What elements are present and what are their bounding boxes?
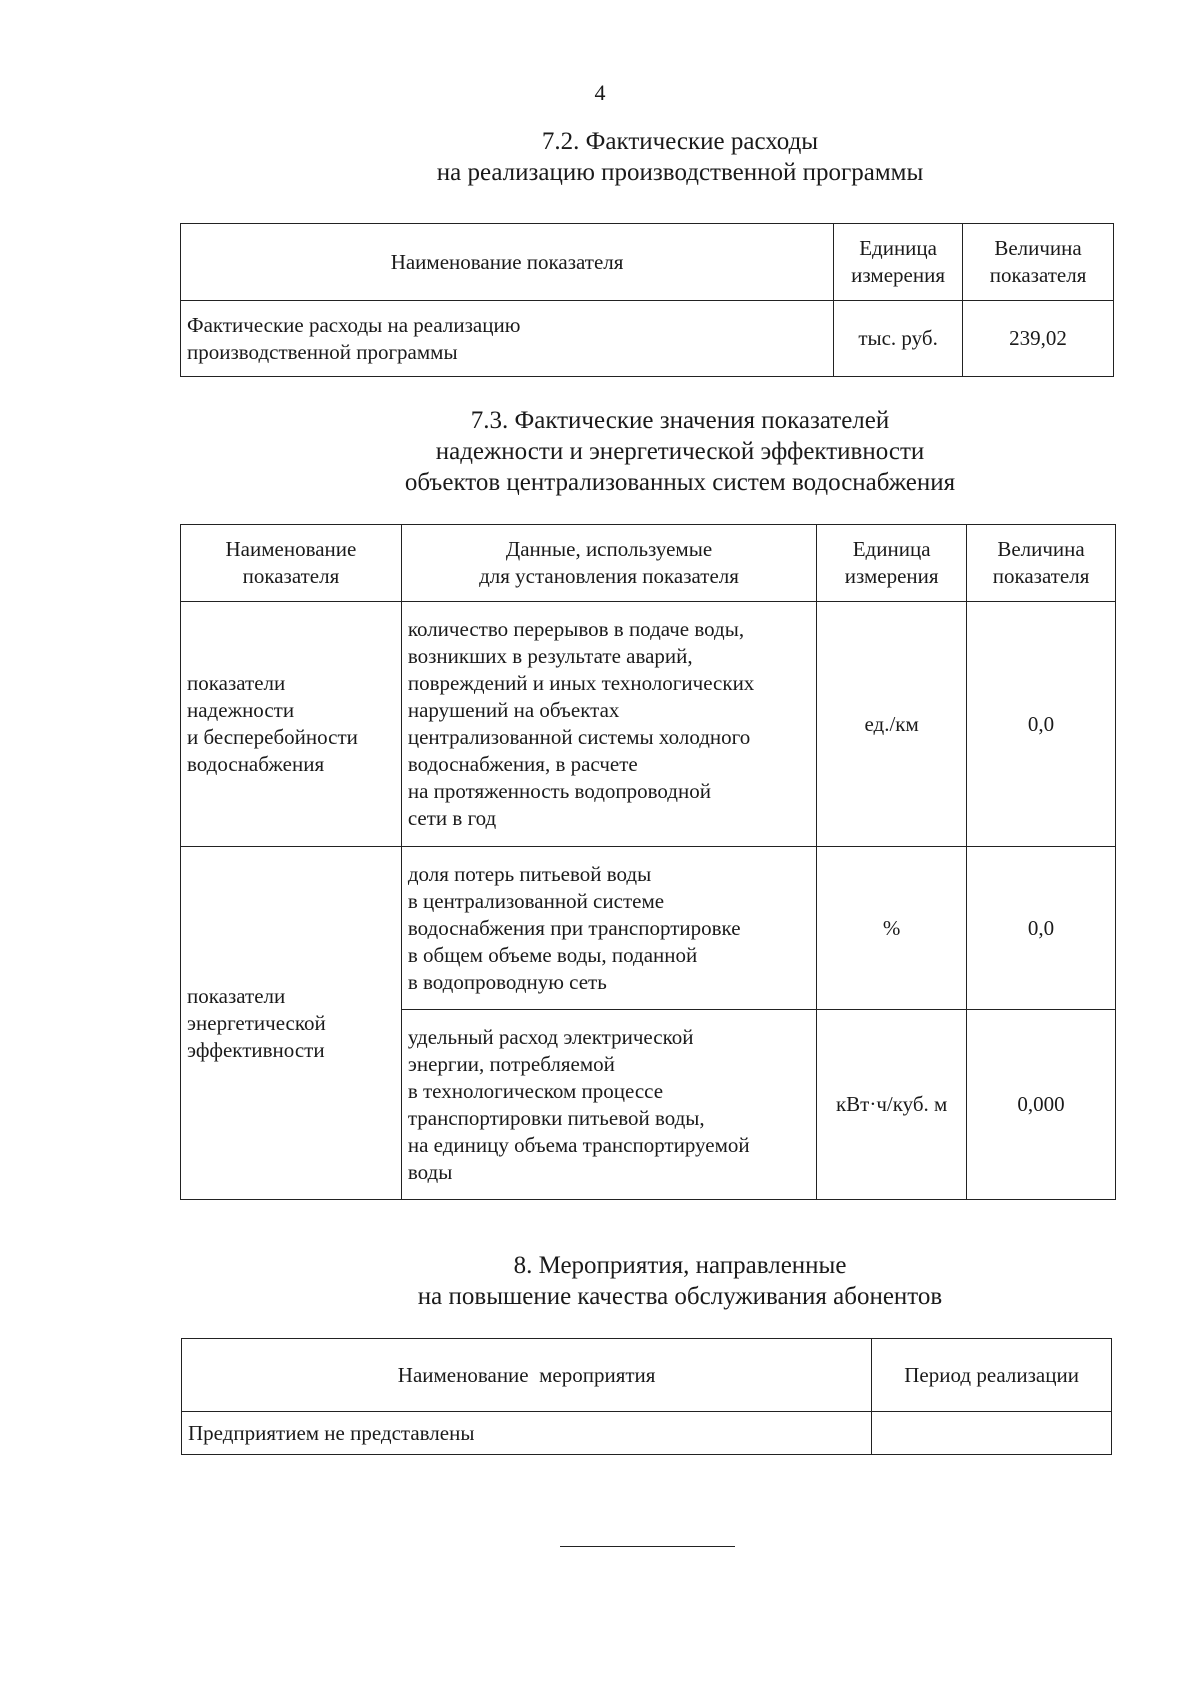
table-row	[181, 847, 1116, 1010]
table-7-3-electricity-unit: кВт·ч/куб. м	[817, 1010, 967, 1200]
table-7-2	[180, 223, 1114, 377]
table-7-2-row-unit: тыс. руб.	[834, 301, 963, 377]
section-7-3-title-line2: надежности и энергетической эффективности	[435, 438, 925, 465]
table-7-2-row-name: Фактические расходы на реализацию производственной программы	[181, 301, 834, 377]
section-7-2-title-line2: на реализацию производственной программы	[436, 159, 924, 186]
table-7-3-reliability-unit: ед./км	[817, 602, 967, 847]
section-7-2-title	[180, 126, 1180, 188]
table-7-2-row-value: 239,02	[963, 301, 1114, 377]
section-7-2-title-line1: 7.2. Фактические расходы	[541, 128, 819, 155]
table-7-2-header-value: Величина показателя	[963, 224, 1114, 301]
table-8-header-period: Период реализации	[872, 1339, 1112, 1412]
page-number: 4	[594, 80, 606, 105]
table-7-3-group-reliability-name: показатели надежности и бесперебойности водоснабжения	[181, 602, 402, 847]
table-7-3-header-unit: Единица измерения	[817, 525, 967, 602]
section-8-title-line2: на повышение качества обслуживания абонентов	[417, 1283, 943, 1310]
table-7-3-electricity-value: 0,000	[967, 1010, 1116, 1200]
section-7-3-title	[180, 405, 1180, 498]
section-8-title	[180, 1250, 1180, 1312]
table-7-3-reliability-value: 0,0	[967, 602, 1116, 847]
table-row	[181, 301, 1114, 377]
table-7-3-reliability-data: количество перерывов в подаче воды, возникших в результате аварий, повреждений и иных технологических нарушений на объектах централизованной системы холодного водоснабжения, в расчете на протяженность водопроводной сети в год	[401, 602, 816, 847]
table-7-3-group-energy-name: показатели энергетической эффективности	[181, 847, 402, 1200]
table-row	[181, 602, 1116, 847]
section-7-3-title-line3: объектов централизованных систем водоснабжения	[404, 469, 956, 496]
table-7-3-losses-data: доля потерь питьевой воды в централизованной системе водоснабжения при транспортировке в общем объеме воды, поданной в водопроводную сеть	[401, 847, 816, 1010]
table-7-3-losses-unit: %	[817, 847, 967, 1010]
table-7-3-header-data: Данные, используемые для установления показателя	[401, 525, 816, 602]
table-7-3-header-value: Величина показателя	[967, 525, 1116, 602]
table-8-header-name: Наименование мероприятия	[182, 1339, 872, 1412]
table-8-row-period	[872, 1412, 1112, 1455]
table-7-2-header-name: Наименование показателя	[181, 224, 834, 301]
table-8	[181, 1338, 1112, 1455]
section-7-3-title-line1: 7.3. Фактические значения показателей	[470, 407, 890, 434]
table-8-row-name: Предприятием не представлены	[182, 1412, 872, 1455]
table-7-3-losses-value: 0,0	[967, 847, 1116, 1010]
table-7-3-electricity-data: удельный расход электрической энергии, потребляемой в технологическом процессе транспортировки питьевой воды, на единицу объема транспортируемой воды	[401, 1010, 816, 1200]
table-7-3-header-name: Наименование показателя	[181, 525, 402, 602]
table-row	[182, 1412, 1112, 1455]
footer-divider	[560, 1546, 735, 1547]
section-8-title-line1: 8. Мероприятия, направленные	[513, 1252, 847, 1279]
table-7-3	[180, 524, 1116, 1200]
table-7-2-header-unit: Единица измерения	[834, 224, 963, 301]
